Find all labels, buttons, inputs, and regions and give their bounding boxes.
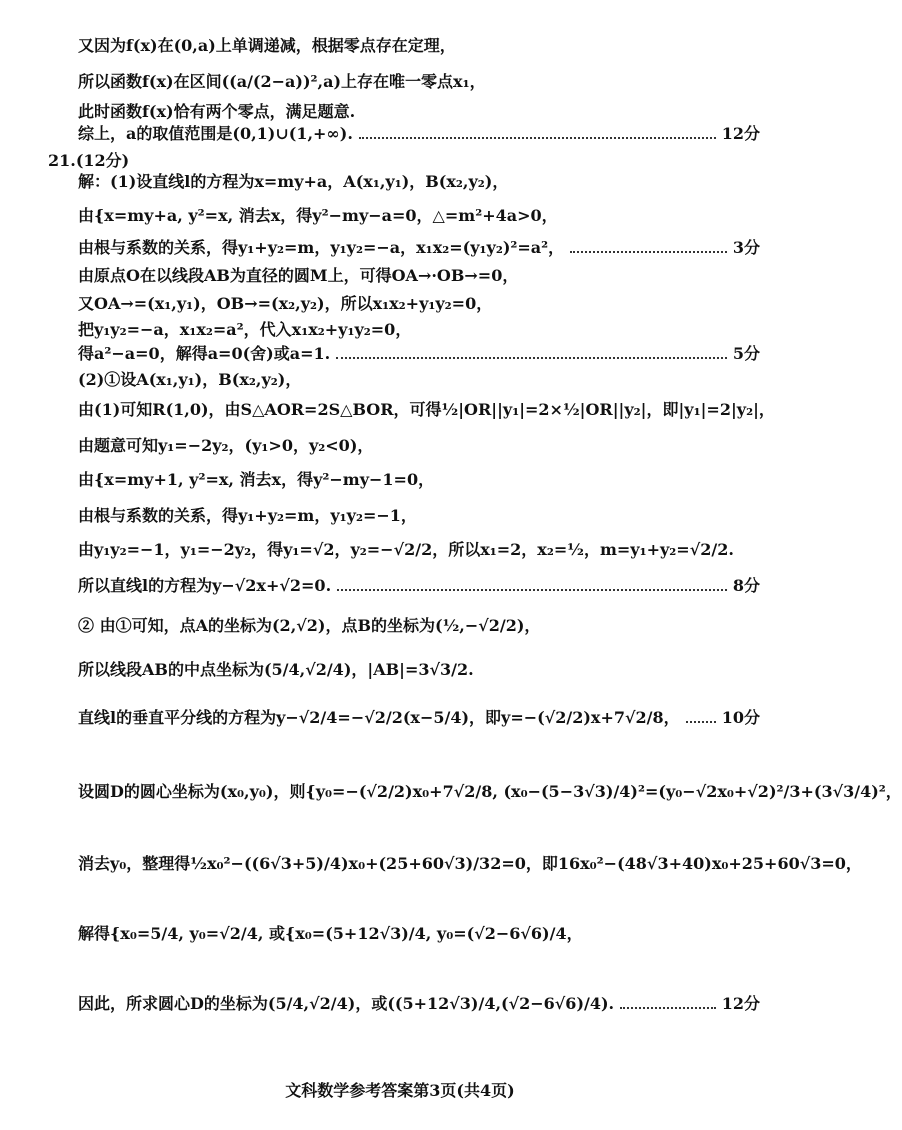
- text-line: 由原点O在以线段AB为直径的圆M上，可得OA→·OB→=0，: [78, 266, 519, 285]
- text-line: (2)①设A(x₁,y₁)，B(x₂,y₂)，: [78, 370, 302, 389]
- page-footer: 文科数学参考答案第3页(共4页): [285, 1081, 515, 1100]
- text-line: 解：(1)设直线l的方程为x=my+a，A(x₁,y₁)，B(x₂,y₂)，: [78, 172, 509, 191]
- scored-line: [78, 708, 760, 728]
- text-line: 此时函数f(x)恰有两个零点，满足题意.: [78, 102, 356, 121]
- text-line: 又OA→=(x₁,y₁)，OB→=(x₂,y₂)，所以x₁x₂+y₁y₂=0，: [78, 294, 493, 313]
- text-line: 设圆D的圆心坐标为(x₀,y₀)，则{y₀=−(√2/2)x₀+7√2/8, (x₀−(5−3√3)/4)²=(y₀−√2x₀+√2)²/3+(3√3/4)²，: [78, 782, 902, 801]
- dot-leader: [620, 995, 716, 1009]
- text-line: 由根与系数的关系，得y₁+y₂=m，y₁y₂=−1，: [78, 506, 417, 525]
- scored-line: [78, 344, 760, 364]
- score-label: 3分: [732, 238, 760, 257]
- dot-leader: [337, 577, 727, 591]
- text-line: 由根与系数的关系，得y₁+y₂=m，y₁y₂=−a，x₁x₂=(y₁y₂)²=a²，: [78, 238, 565, 257]
- text-line: 由{x=my+a, y²=x, 消去x，得y²−my−a=0，△=m²+4a>0，: [78, 206, 558, 225]
- text-line: 解得{x₀=5/4, y₀=√2/4, 或{x₀=(5+12√3)/4, y₀=(√2−6√6)/4，: [78, 924, 583, 943]
- text-line: 由题意可知y₁=−2y₂，(y₁>0，y₂<0)，: [78, 436, 374, 455]
- score-label: 12分: [721, 994, 760, 1013]
- problem-number: 21.(12分): [48, 151, 130, 170]
- text-line: 所以直线l的方程为y−√2x+√2=0.: [78, 576, 332, 595]
- scored-line: [78, 238, 760, 258]
- text-line: 直线l的垂直平分线的方程为y−√2/4=−√2/2(x−5/4)，即y=−(√2/2)x+7√2/8，: [78, 708, 680, 727]
- scored-line: [78, 124, 760, 144]
- dot-leader: [686, 709, 716, 723]
- text-line: ② 由①可知，点A的坐标为(2,√2)，点B的坐标为(½,−√2/2)，: [78, 616, 541, 635]
- score-label: 5分: [732, 344, 760, 363]
- text-line: 把y₁y₂=−a，x₁x₂=a²，代入x₁x₂+y₁y₂=0，: [78, 320, 412, 339]
- dot-leader: [359, 125, 716, 139]
- scored-line: [78, 576, 760, 596]
- text-line: 由{x=my+1, y²=x, 消去x，得y²−my−1=0，: [78, 470, 435, 489]
- dot-leader: [336, 345, 727, 359]
- text-line: 消去y₀，整理得½x₀²−((6√3+5)/4)x₀+(25+60√3)/32=0，即16x₀²−(48√3+40)x₀+25+60√3=0，: [78, 854, 862, 873]
- text-line: 综上，a的取值范围是(0,1)∪(1,+∞).: [78, 124, 353, 143]
- text-line: 因此，所求圆心D的坐标为(5/4,√2/4)，或((5+12√3)/4,(√2−6√6)/4).: [78, 994, 615, 1013]
- dot-leader: [570, 239, 727, 253]
- scored-line: [78, 994, 760, 1014]
- score-label: 12分: [721, 124, 760, 143]
- text-line: 所以函数f(x)在区间((a/(2−a))²,a)上存在唯一零点x₁，: [78, 72, 486, 91]
- score-label: 10分: [721, 708, 760, 727]
- text-line: 由y₁y₂=−1，y₁=−2y₂，得y₁=√2，y₂=−√2/2，所以x₁=2，x₂=½，m=y₁+y₂=√2/2.: [78, 540, 734, 559]
- text-line: 得a²−a=0，解得a=0(舍)或a=1.: [78, 344, 331, 363]
- score-label: 8分: [732, 576, 760, 595]
- text-line: 所以线段AB的中点坐标为(5/4,√2/4)，|AB|=3√3/2.: [78, 660, 474, 679]
- text-line: 又因为f(x)在(0,a)上单调递减，根据零点存在定理，: [78, 36, 456, 55]
- text-line: 由(1)可知R(1,0)，由S△AOR=2S△BOR，可得½|OR||y₁|=2×½|OR||y₂|，即|y₁|=2|y₂|，: [78, 400, 775, 419]
